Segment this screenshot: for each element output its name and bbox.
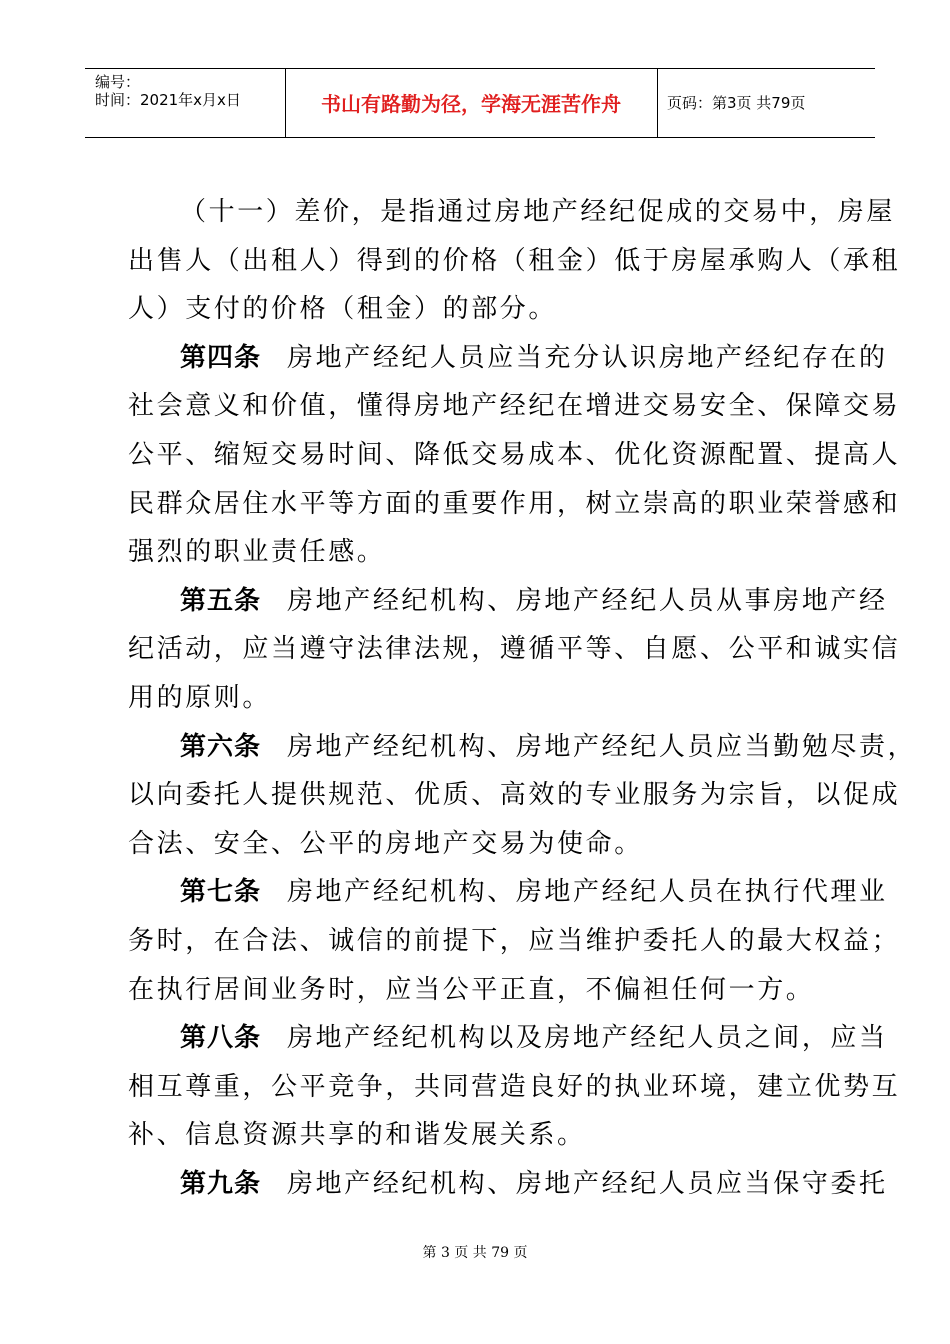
body-line [128, 868, 888, 917]
line-text: 公平、缩短交易时间、降低交易成本、优化资源配置、提高人 [128, 439, 901, 470]
body-line [128, 480, 901, 529]
header-motto: 书山有路勤为径，学海无涯苦作舟 [321, 92, 621, 116]
page-footer: 第 3 页 共 79 页 [422, 1245, 528, 1261]
header-motto-cell [285, 69, 658, 137]
line-text: 纪活动，应当遵守法律法规，遵循平等、自愿、公平和诚实信 [128, 634, 901, 665]
body-line [128, 285, 840, 334]
line-text: 社会意义和价值，懂得房地产经纪在增进交易安全、保障交易 [128, 391, 901, 422]
article-number: 第八条 [180, 1023, 262, 1054]
line-text: 出售人（出租人）得到的价格（租金）低于房屋承购人（承租 [128, 245, 901, 276]
document-number-label: 编号： [95, 73, 141, 91]
line-text: 补、信息资源共享的和谐发展关系。 [128, 1120, 586, 1151]
body-line [128, 577, 888, 626]
line-text: 用的原则。 [128, 682, 272, 713]
document-body [128, 188, 917, 1208]
line-text: 民群众居住水平等方面的重要作用，树立崇高的职业荣誉感和 [128, 488, 901, 519]
line-text: 房地产经纪机构、房地产经纪人员从事房地产经 [287, 585, 888, 616]
header-page-cell [657, 69, 875, 137]
line-text: 合法、安全、公平的房地产交易为使命。 [128, 828, 643, 859]
line-text: 在执行居间业务时，应当公平正直，不偏袒任何一方。 [128, 974, 815, 1005]
line-text: 房地产经纪机构、房地产经纪人员应当保守委托 [287, 1168, 888, 1199]
body-line [128, 820, 840, 869]
header-meta-cell [85, 69, 286, 137]
article-number: 第四条 [180, 342, 262, 373]
body-line [128, 625, 901, 674]
body-line [128, 966, 840, 1015]
line-text: 强烈的职业责任感。 [128, 537, 386, 568]
header-page-info: 页码：第3页 共79页 [667, 94, 806, 112]
body-line [128, 1014, 888, 1063]
body-line [128, 1160, 888, 1209]
line-text: 人）支付的价格（租金）的部分。 [128, 294, 558, 325]
body-line [128, 334, 888, 383]
body-line [128, 723, 917, 772]
line-text: 以向委托人提供规范、优质、高效的专业服务为宗旨，以促成 [128, 780, 901, 811]
document-date-label: 时间：2021年x月x日 [95, 91, 241, 109]
article-number: 第五条 [180, 585, 262, 616]
document-header [85, 68, 875, 138]
body-line [128, 771, 901, 820]
body-line [128, 237, 901, 286]
line-text: 房地产经纪机构、房地产经纪人员在执行代理业 [287, 877, 888, 908]
body-line [128, 528, 840, 577]
line-text: （十一）差价，是指通过房地产经纪促成的交易中，房屋 [180, 197, 896, 227]
line-text: 房地产经纪机构以及房地产经纪人员之间，应当 [287, 1023, 888, 1054]
line-text: 房地产经纪机构、房地产经纪人员应当勤勉尽责， [287, 731, 917, 762]
line-text: 务时，在合法、诚信的前提下，应当维护委托人的最大权益； [128, 925, 901, 956]
body-line [128, 917, 901, 966]
article-number: 第六条 [180, 731, 262, 762]
line-text: 房地产经纪人员应当充分认识房地产经纪存在的 [287, 342, 888, 373]
article-number: 第七条 [180, 877, 262, 908]
body-line [128, 431, 901, 480]
body-line [128, 188, 896, 237]
body-line [128, 1111, 840, 1160]
body-line [128, 674, 840, 723]
body-line [128, 382, 901, 431]
body-line [128, 1063, 901, 1112]
line-text: 相互尊重，公平竞争，共同营造良好的执业环境，建立优势互 [128, 1071, 901, 1102]
article-number: 第九条 [180, 1168, 262, 1199]
